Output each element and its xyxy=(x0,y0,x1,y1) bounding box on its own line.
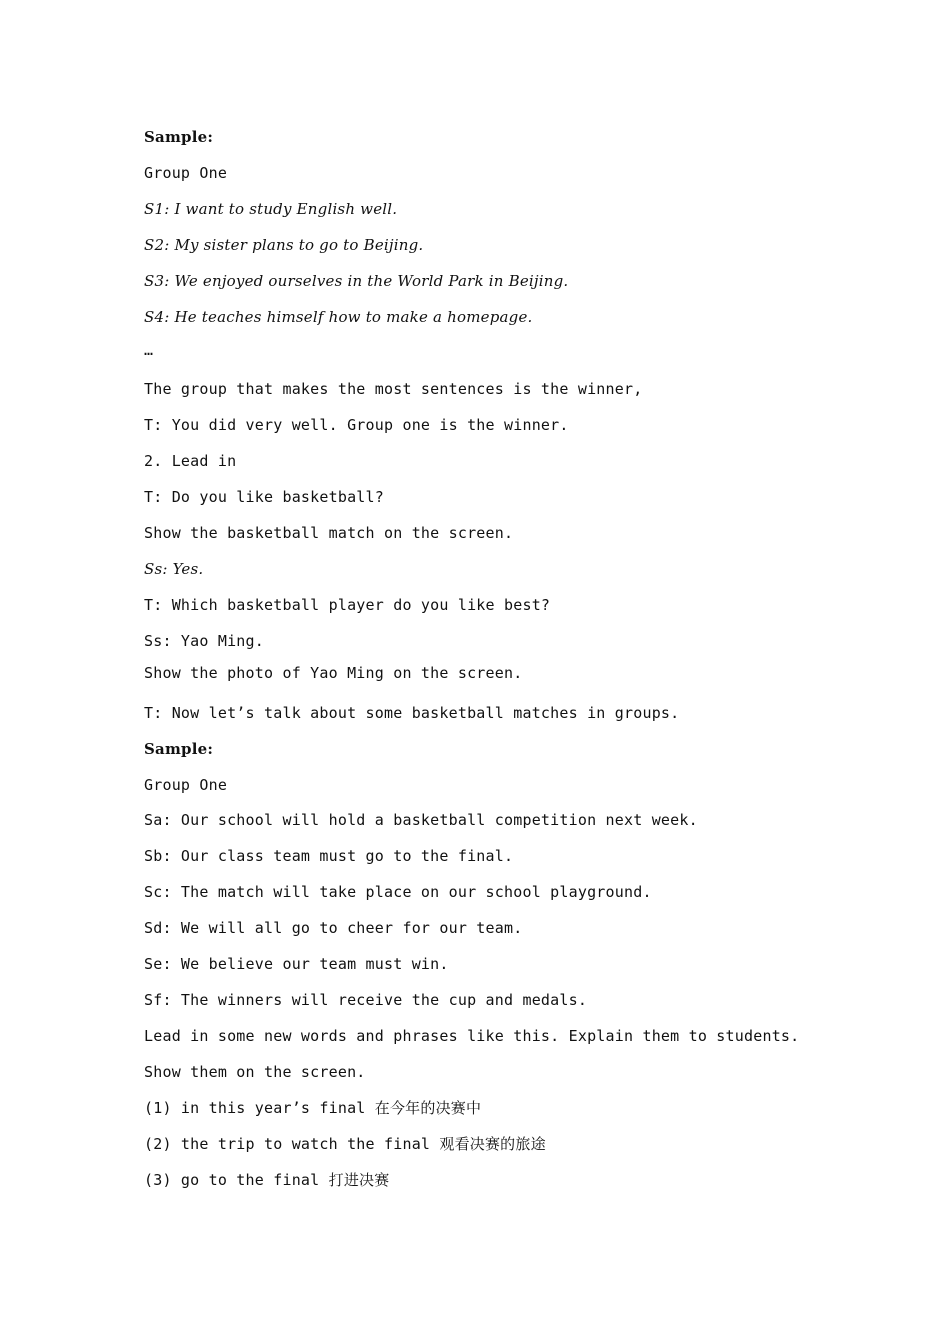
sentence-sd: Sd: We will all go to cheer for our team. xyxy=(144,919,523,937)
phrase-3: (3) go to the final 打进决赛 xyxy=(144,1171,390,1189)
sentence-s4: S4: He teaches himself how to make a homepage. xyxy=(144,308,533,326)
sentence-se: Se: We believe our team must win. xyxy=(144,955,449,973)
sentence-sb: Sb: Our class team must go to the final. xyxy=(144,847,514,865)
sample-heading-1: Sample: xyxy=(144,128,214,146)
sentence-sf: Sf: The winners will receive the cup and medals. xyxy=(144,991,588,1009)
ellipsis: … xyxy=(144,341,154,359)
instruction-lead-in-words: Lead in some new words and phrases like this. Explain them to students. xyxy=(144,1027,800,1045)
instruction-show-match: Show the basketball match on the screen. xyxy=(144,524,514,542)
phrase-2: (2) the trip to watch the final 观看决赛的旅途 xyxy=(144,1135,546,1153)
winner-rule: The group that makes the most sentences is the winner, xyxy=(144,380,643,398)
sentence-s1: S1: I want to study English well. xyxy=(144,200,398,218)
teacher-praise: T: You did very well. Group one is the winner. xyxy=(144,416,569,434)
sentence-s3: S3: We enjoyed ourselves in the World Park in Beijing. xyxy=(144,272,569,290)
section-lead-in: 2. Lead in xyxy=(144,452,237,470)
sentence-s2: S2: My sister plans to go to Beijing. xyxy=(144,236,424,254)
teacher-question-1: T: Do you like basketball? xyxy=(144,488,384,506)
instruction-show-photo: Show the photo of Yao Ming on the screen. xyxy=(144,664,523,682)
sample-heading-2: Sample: xyxy=(144,740,214,758)
phrase-1: (1) in this year’s final 在今年的决赛中 xyxy=(144,1099,482,1117)
teacher-instruction: T: Now let’s talk about some basketball matches in groups. xyxy=(144,704,680,722)
sentence-sc: Sc: The match will take place on our school playground. xyxy=(144,883,652,901)
students-answer-2: Ss: Yao Ming. xyxy=(144,632,264,650)
group-label-1: Group One xyxy=(144,164,228,182)
instruction-show-screen: Show them on the screen. xyxy=(144,1063,366,1081)
teacher-question-2: T: Which basketball player do you like best? xyxy=(144,596,551,614)
group-label-2: Group One xyxy=(144,776,228,794)
sentence-sa: Sa: Our school will hold a basketball competition next week. xyxy=(144,811,698,829)
students-answer-1: Ss: Yes. xyxy=(144,560,204,578)
